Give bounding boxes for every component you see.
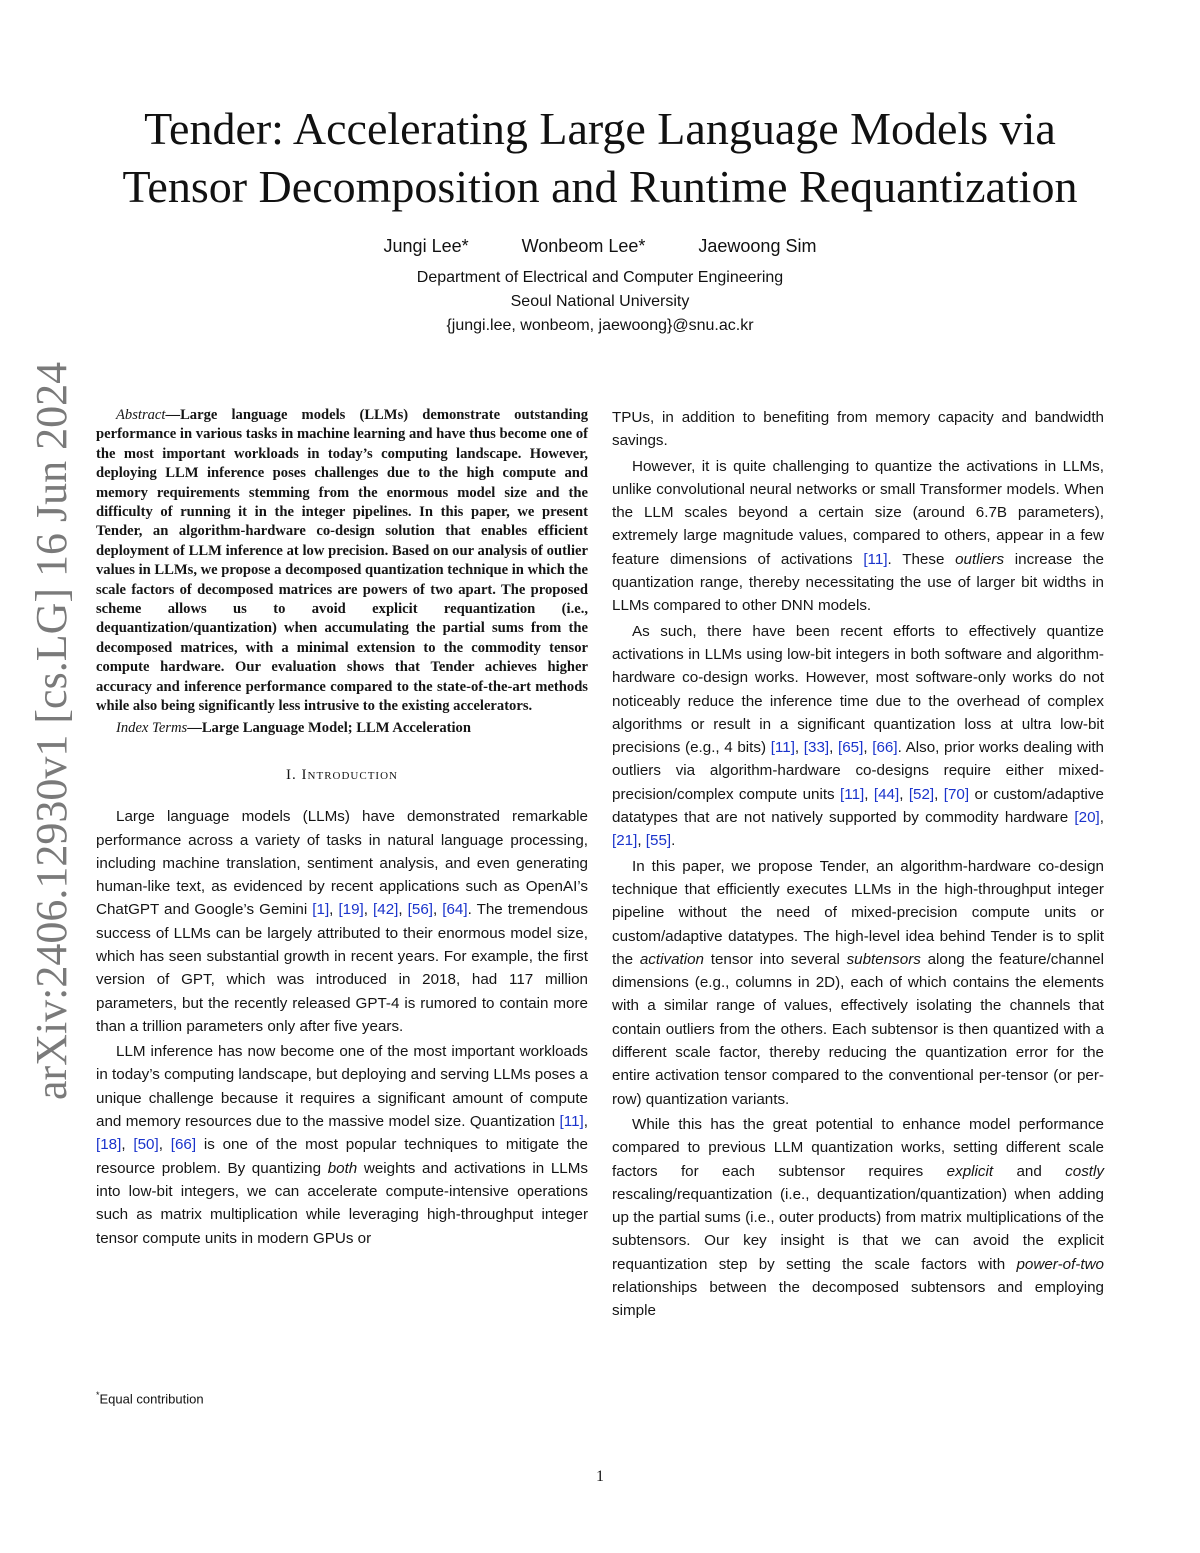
text-run: ,	[363, 901, 374, 919]
citation-link[interactable]: [56]	[407, 901, 433, 919]
citation-link[interactable]: [42]	[373, 901, 399, 919]
text-run: . Also, prior works dealing with outliers via algorithm-hardware co-designs require either mixed-precision/complex compute units	[612, 739, 1104, 803]
text-run: tensor into several	[704, 950, 847, 968]
paragraph	[96, 1040, 588, 1250]
text-run: ,	[121, 1136, 134, 1154]
section-heading	[96, 764, 588, 787]
text-run: ,	[863, 739, 873, 757]
citation-link[interactable]: [18]	[96, 1136, 122, 1154]
paragraph	[612, 455, 1104, 618]
footnote-mark: *	[96, 1390, 100, 1400]
text-run: As such, there have been recent efforts to effectively quantize activations in LLMs using low-bit integers in both software and algorithm-hardware co-design works. However, most software-only works do not noticeably reduce the inference time due to the overhead of complex algorithms or result in a significant quantization loss at ultra low-bit precisions (e.g., 4 bits)	[612, 622, 1104, 757]
citation-link[interactable]: [33]	[803, 739, 830, 757]
text-run: .	[671, 832, 676, 850]
emphasis: explicit	[946, 1162, 994, 1180]
citation-link[interactable]: [19]	[338, 901, 364, 919]
citation-link[interactable]: [70]	[943, 785, 970, 803]
text-run: ,	[934, 785, 944, 803]
index-terms	[96, 719, 588, 738]
text-run: . The tremendous success of LLMs can be largely attributed to their enormous model size, which has seen substantial growth in recent years. For example, the first version of GPT, which was introduced in 2018, had 117 million parameters, but the recently released GPT-4 is rumored to contain more than a trillion parameters only after five years.	[96, 901, 588, 1035]
text-run: ,	[158, 1136, 171, 1154]
text-run: LLM inference has now become one of the most important workloads in today’s computing landscape, but deploying and serving LLMs poses a unique challenge because it requires a significant amount of compute and memory resources due to the massive model size. Quantization	[96, 1043, 588, 1131]
department: Department of Electrical and Computer Engineering	[416, 269, 784, 286]
author-name: Jaewoong Sim	[698, 236, 817, 256]
right-column	[612, 406, 1104, 1325]
emails: {jungi.lee, wonbeom, jaewoong}@snu.ac.kr	[446, 317, 754, 334]
citation-link[interactable]: [44]	[873, 785, 900, 803]
index-terms-text: —Large Language Model; LLM Acceleration	[187, 719, 471, 736]
text-run: ,	[583, 1113, 588, 1131]
citation-link[interactable]: [21]	[612, 832, 638, 850]
section-title: Introduction	[301, 766, 398, 783]
text-run: rescaling/requantization (i.e., dequantization/quantization) when adding up the partial sums (i.e., outer products) from matrix multiplications of the subtensors. Our key insight is that we can avoid the explicit requantization step by setting the scale factors with	[612, 1185, 1104, 1273]
text-run: is one of the most popular techniques to mitigate the resource problem. By quantizing	[96, 1136, 588, 1177]
title-line-2: Tensor Decomposition and Runtime Requantization	[122, 161, 1078, 212]
author-list	[0, 236, 1200, 257]
university: Seoul National University	[510, 293, 690, 310]
left-column	[96, 406, 588, 1252]
text-run: Large language models (LLMs) have demonstrated remarkable performance across a variety of tasks in natural language processing, including machine translation, sentiment analysis, and even generating human-like text, as evidenced by recent applications such as OpenAI’s ChatGPT and Google’s Gemini	[96, 808, 588, 919]
text-run: While this has the great potential to enhance model performance compared to previous LLM quantization works, setting different scale factors for each subtensor requires	[612, 1115, 1104, 1180]
text-run: and	[993, 1162, 1066, 1180]
page-number: 1	[596, 1468, 604, 1485]
citation-link[interactable]: [55]	[645, 832, 672, 850]
abstract-lead: Abstract	[116, 407, 166, 423]
text-run: ,	[433, 901, 443, 919]
emphasis: both	[327, 1159, 358, 1177]
footnote-text: Equal contribution	[99, 1391, 204, 1407]
citation-link[interactable]: [20]	[1074, 809, 1100, 827]
citation-link[interactable]: [64]	[442, 901, 468, 919]
affiliation	[0, 266, 1200, 338]
footnote	[96, 1390, 496, 1406]
emphasis: costly	[1065, 1162, 1104, 1180]
abstract	[96, 406, 588, 717]
text-run: However, it is quite challenging to quantize the activations in LLMs, unlike convolutional neural networks or small Transformer models. When the LLM scales beyond a certain size (around 6.7B parameters), extremely large magnitude values, compared to others, appear in a few feature dimensions of activations	[612, 457, 1104, 568]
text-run: ,	[899, 785, 909, 803]
emphasis: activation	[639, 950, 705, 968]
emphasis: power-of-two	[1016, 1255, 1104, 1273]
citation-link[interactable]: [65]	[838, 739, 864, 757]
text-run: or custom/adaptive datatypes that are not natively supported by commodity hardware	[612, 785, 1104, 827]
paragraph	[612, 1113, 1104, 1323]
text-run: ,	[829, 739, 839, 757]
text-run: along the feature/channel dimensions (e.g., columns in 2D), each of which contains the elements with a similar range of values, effectively isolating the channels that contain outliers from the others. Each subtensor is then quantized with a different scale factor, thereby reducing the quantization error for the entire activation tensor compared to the conventional per-tensor (or per-row) quantization variants.	[612, 950, 1104, 1108]
citation-link[interactable]: [66]	[170, 1136, 197, 1154]
section-number: I.	[286, 766, 297, 783]
emphasis: outliers	[955, 550, 1005, 568]
paragraph	[612, 855, 1104, 1111]
citation-link[interactable]: [1]	[312, 901, 330, 919]
paragraph	[96, 805, 588, 1038]
citation-link[interactable]: [50]	[133, 1136, 159, 1154]
text-run: ,	[1099, 809, 1104, 827]
text-run: ,	[864, 785, 874, 803]
text-run: ,	[329, 901, 339, 919]
text-run: ,	[398, 901, 408, 919]
text-run: ,	[637, 832, 646, 850]
citation-link[interactable]: [11]	[863, 550, 888, 568]
text-run: relationships between the decomposed subtensors and employing simple	[612, 1278, 1104, 1320]
citation-link[interactable]: [11]	[840, 785, 865, 803]
citation-link[interactable]: [11]	[559, 1113, 584, 1131]
citation-link[interactable]: [66]	[872, 739, 898, 757]
text-run: increase the quantization range, thereby necessitating the use of larger bit widths in LLMs compared to other DNN models.	[612, 550, 1104, 615]
text-run: . These	[887, 550, 956, 568]
abstract-text: —Large language models (LLMs) demonstrate outstanding performance in various tasks in machine learning and have thus become one of the most important workloads in today’s computing landscape. However, deploying LLM inference poses challenges due to the high compute and memory requirements stemming from the enormous model size and the difficulty of running it in the integer pipelines. In this paper, we present Tender, an algorithm-hardware co-design solution that enables efficient deployment of LLM inference at low precision. Based on our analysis of outlier values in LLMs, we propose a decomposed quantization technique in which the scale factors of decomposed matrices are powers of two apart. The proposed scheme allows us to avoid explicit requantization (i.e., dequantization/quantization) when accumulating the partial sums from the decomposed matrices, with a minimal extension to the commodity tensor compute hardware. Our evaluation shows that Tender achieves higher accuracy and inference performance compared to the state-of-the-art methods while also being significantly less intrusive to the existing accelerators.	[96, 407, 588, 715]
paragraph	[612, 620, 1104, 853]
author-name: Jungi Lee*	[383, 236, 469, 256]
paragraph: TPUs, in addition to benefiting from memory capacity and bandwidth savings.	[612, 409, 1104, 450]
emphasis: subtensors	[846, 950, 921, 968]
text-run: weights and activations in LLMs into low-bit integers, we can accelerate compute-intensive operations such as matrix multiplication while leveraging high-throughput integer tensor compute units in modern GPUs or	[96, 1159, 588, 1247]
author-name: Wonbeom Lee*	[521, 236, 646, 256]
citation-link[interactable]: [52]	[908, 785, 935, 803]
citation-link[interactable]: [11]	[770, 739, 795, 757]
text-run: In this paper, we propose Tender, an algorithm-hardware co-design technique that efficiently executes LLMs in the high-throughput integer pipeline without the need of mixed-precision compute units or custom/adaptive datatypes. The high-level idea behind Tender is to split the	[612, 857, 1104, 968]
arxiv-identifier: arXiv:2406.12930v1 [cs.LG] 16 Jun 2024	[27, 361, 76, 1100]
paper-title	[0, 100, 1200, 216]
index-terms-lead: Index Terms	[116, 719, 188, 736]
text-run: ,	[794, 739, 804, 757]
title-line-1: Tender: Accelerating Large Language Models via	[144, 103, 1056, 154]
